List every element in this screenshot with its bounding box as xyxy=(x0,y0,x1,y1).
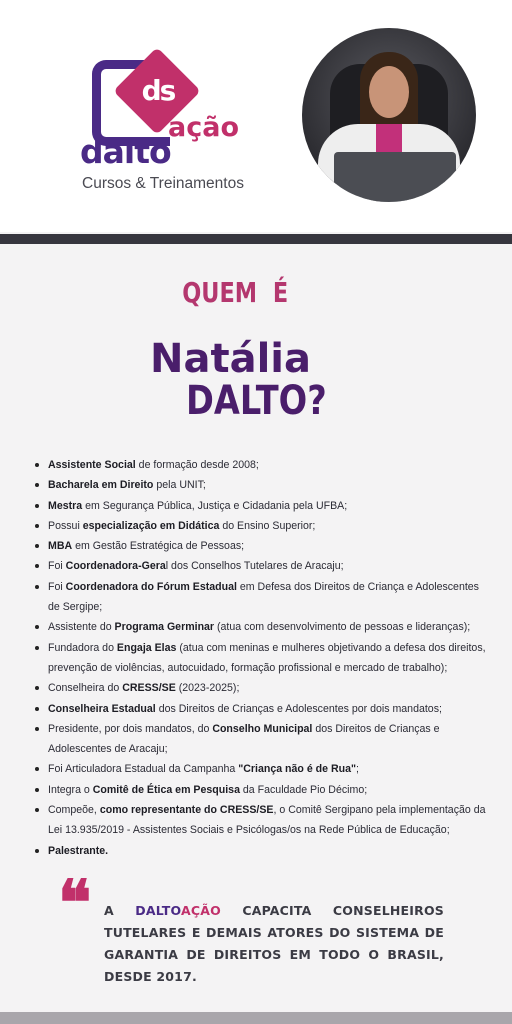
quote-brand-dalto: DALTO xyxy=(135,903,182,918)
list-item xyxy=(30,617,492,637)
logo-subtitle: Cursos & Treinamentos xyxy=(82,175,244,192)
list-item xyxy=(30,536,492,556)
quote-icon: ❝ xyxy=(58,866,92,939)
list-item-bold: Engaja Elas xyxy=(116,641,177,654)
list-item-bold: Mestra xyxy=(48,499,83,512)
list-item-bold: especialização em Didática xyxy=(82,519,220,532)
list-item-bold: Assistente Social xyxy=(48,459,136,471)
logo-dalto-text: dalto xyxy=(80,132,171,171)
list-item-bold: CRESS/SE xyxy=(122,682,176,695)
list-item-bold: Coordenadora-Gera xyxy=(65,560,166,573)
list-item-text: Compeõe, xyxy=(48,804,100,817)
list-item-bold: "Criança não é de Rua" xyxy=(238,763,357,776)
list-item-text: em Defesa dos Direitos de Criança e Adolescentes de Sergipe; xyxy=(48,580,479,614)
list-item-bold: Comitê de Ética em Pesquisa xyxy=(92,783,240,796)
list-item xyxy=(30,516,492,536)
list-item xyxy=(30,455,492,475)
footer-band xyxy=(0,1012,512,1024)
title-name: Natália xyxy=(150,336,311,382)
quote-text xyxy=(104,900,444,988)
header xyxy=(0,0,512,232)
list-item-text: , o Comitê Sergipano pela implementação da Lei 13.935/2019 - Assistentes Sociais e Psicólogas/os na Rede Pública de Educação; xyxy=(48,804,486,837)
list-item-bold: Conselho Municipal xyxy=(212,722,313,735)
list-item-text: Foi xyxy=(48,560,66,573)
list-item-bold: Conselheira Estadual xyxy=(48,702,156,715)
list-item xyxy=(30,638,492,679)
list-item-text: em Segurança Pública, Justiça e Cidadania pela UFBA; xyxy=(82,499,348,512)
title-quem-e: QUEM É xyxy=(182,276,289,309)
list-item-bold: MBA xyxy=(48,540,73,553)
list-item-bold: Palestrante. xyxy=(48,844,109,857)
photo-face xyxy=(369,66,409,118)
list-item-text: Assistente do xyxy=(48,621,115,634)
list-item-text: em Gestão Estratégica de Pessoas; xyxy=(72,540,245,553)
list-item xyxy=(30,678,492,698)
list-item xyxy=(30,699,492,719)
list-item-text: (atua com desenvolvimento de pessoas e lideranças); xyxy=(214,621,471,634)
logo-acao-text: ação xyxy=(168,112,239,143)
list-item-bold: Bacharela em Direito xyxy=(48,479,154,492)
list-item-text: dos Direitos de Crianças e Adolescentes por dois mandatos; xyxy=(155,702,442,715)
list-item-text: Conselheira do xyxy=(48,682,123,695)
list-item xyxy=(30,759,492,779)
list-item-text: Integra o xyxy=(48,783,93,796)
list-item-text: ; xyxy=(356,763,359,776)
credentials-list xyxy=(30,455,492,861)
quote-body: CAPACITA CONSELHEIROS TUTELARES E DEMAIS ATORES DO SISTEMA DE GARANTIA DE DIREITOS EM TODO O BRASIL, DESDE 2017. xyxy=(104,903,444,984)
list-item-text: dos Direitos de Crianças e Adolescentes de Aracaju; xyxy=(48,722,440,756)
list-item-text: Possui xyxy=(48,519,83,532)
dalto-acao-logo xyxy=(76,52,276,202)
list-item xyxy=(30,577,492,618)
list-item xyxy=(30,841,492,861)
list-item-text: Foi xyxy=(48,580,66,593)
list-item xyxy=(30,496,492,516)
list-item-text: pela UNIT; xyxy=(153,479,206,492)
list-item xyxy=(30,719,492,760)
logo-mark: ds xyxy=(141,74,175,107)
quote-brand-acao: AÇÃO xyxy=(181,903,221,918)
list-item-text: de formação desde 2008; xyxy=(135,459,259,471)
list-item xyxy=(30,780,492,800)
photo-laptop xyxy=(334,152,456,202)
list-item-bold: Coordenadora do Fórum Estadual xyxy=(65,580,237,593)
list-item xyxy=(30,800,492,841)
list-item-text: Fundadora do xyxy=(48,641,117,654)
list-item xyxy=(30,475,492,495)
quote-prefix: A xyxy=(104,903,136,918)
list-item xyxy=(30,556,492,576)
list-item-bold: como representante do CRESS/SE xyxy=(99,804,274,817)
list-item-text: da Faculdade Pio Décimo; xyxy=(239,783,368,796)
list-item-text: (2023-2025); xyxy=(175,682,240,695)
list-item-bold: Programa Germinar xyxy=(114,621,215,634)
portrait-photo xyxy=(302,28,476,202)
list-item-text: do Ensino Superior; xyxy=(219,519,316,532)
list-item-text: Presidente, por dois mandatos, do xyxy=(48,722,213,735)
list-item-text: Foi Articuladora Estadual da Campanha xyxy=(48,763,239,776)
list-item-text: l dos Conselhos Tutelares de Aracaju; xyxy=(165,560,344,573)
title-surname: DALTO? xyxy=(186,378,327,424)
list-item-text: (atua com meninas e mulheres objetivando a defesa dos direitos, prevenção de violências, autocuidado, formação profissional e mercado de trabalho); xyxy=(48,641,486,674)
divider-band xyxy=(0,234,512,244)
